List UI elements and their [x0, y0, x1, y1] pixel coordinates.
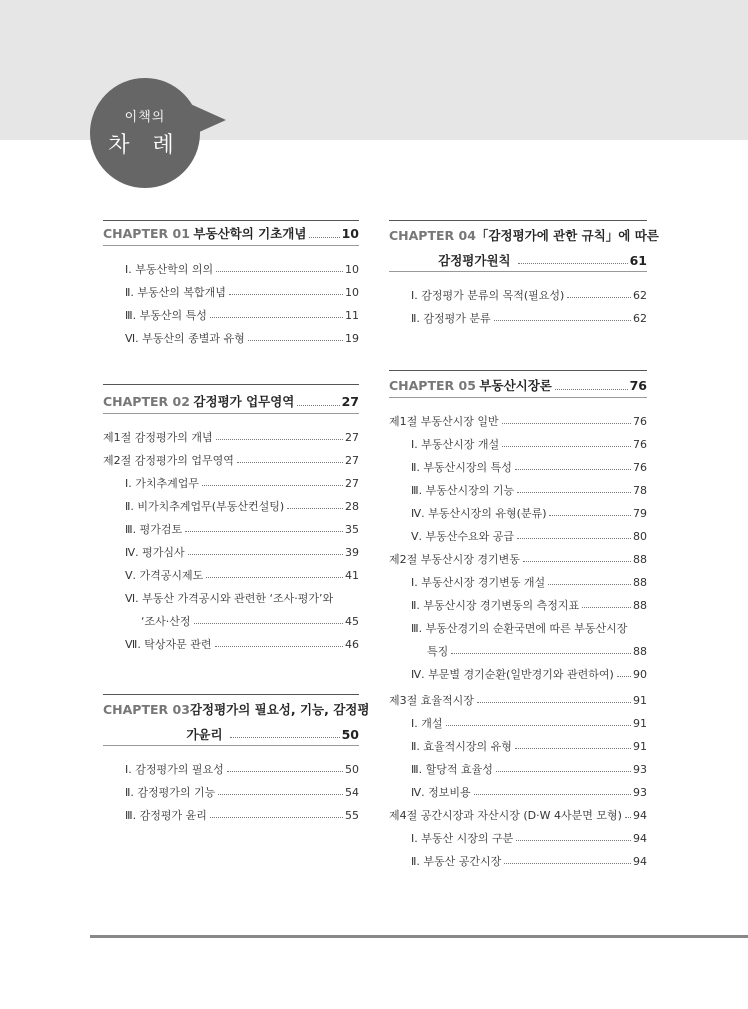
toc-entry[interactable]: Ⅱ. 부동산시장의 특성 76: [411, 461, 647, 474]
toc-entry[interactable]: Ⅰ. 부동산학의 의의 10: [125, 263, 359, 276]
toc-entry[interactable]: Ⅵ. 부동산의 종별과 유형 19: [125, 332, 359, 345]
toc-entry[interactable]: Ⅰ. 감정평가의 필요성 50: [125, 763, 359, 776]
chapter-title-continued: 가윤리: [186, 726, 223, 742]
toc-entry[interactable]: Ⅲ. 감정평가 윤리 55: [125, 809, 359, 822]
toc-entry[interactable]: Ⅲ. 평가검토 35: [125, 523, 359, 536]
toc-entry[interactable]: Ⅰ. 감정평가 분류의 목적(필요성) 62: [411, 289, 647, 302]
toc-left-column: [103, 220, 370, 825]
chapter-page: 10: [341, 225, 359, 241]
chapter-05-heading[interactable]: [389, 370, 647, 398]
chapter-page: 27: [341, 393, 359, 409]
toc-entry-continued[interactable]: ‘조사·산정 45: [141, 615, 359, 628]
chapter-03-entries: [103, 756, 359, 825]
toc-entry[interactable]: Ⅲ. 부동산의 특성 11: [125, 309, 359, 322]
toc-entry[interactable]: Ⅰ. 부동산 시장의 구분 94: [411, 832, 647, 845]
chapter-title: 감정평가의 필요성, 기능, 감정평: [189, 701, 370, 717]
toc-entry[interactable]: Ⅲ. 부동산경기의 순환국면에 따른 부동산시장: [411, 622, 628, 635]
toc-entry[interactable]: Ⅲ. 할당적 효율성 93: [411, 763, 647, 776]
chapter-03-heading[interactable]: [103, 694, 370, 746]
chapter-04-entries: [389, 282, 647, 328]
toc-entry[interactable]: Ⅲ. 부동산시장의 기능 78: [411, 484, 647, 497]
chapter-number: CHAPTER 02: [103, 393, 190, 409]
toc-entry[interactable]: Ⅱ. 감정평가의 기능 54: [125, 786, 359, 799]
toc-entry[interactable]: Ⅰ. 부동산시장 경기변동 개설 88: [411, 576, 647, 589]
chapter-number: CHAPTER 01: [103, 225, 190, 241]
toc-entry[interactable]: Ⅳ. 부동산시장의 유형(분류) 79: [411, 507, 647, 520]
toc-entry[interactable]: Ⅱ. 부동산의 복합개념 10: [125, 286, 359, 299]
chapter-page: 76: [629, 377, 647, 393]
toc-entry[interactable]: Ⅰ. 부동산시장 개설 76: [411, 438, 647, 451]
badge-subtitle: 이책의: [124, 110, 166, 125]
toc-section[interactable]: 제4절 공간시장과 자산시장 (D·W 4사분면 모형) 94: [389, 809, 647, 822]
badge-title: 차 례: [108, 133, 182, 158]
toc-entry[interactable]: Ⅳ. 평가심사 39: [125, 546, 359, 559]
toc-entry[interactable]: Ⅱ. 비가치추계업무(부동산컨설팅) 28: [125, 500, 359, 513]
chapter-number: CHAPTER 05: [389, 377, 476, 393]
chapter-number: CHAPTER 03: [103, 701, 190, 717]
toc-entry[interactable]: Ⅳ. 부문별 경기순환(일반경기와 관련하여) 90: [411, 668, 647, 681]
toc-entry[interactable]: Ⅱ. 부동산시장 경기변동의 측정지표 88: [411, 599, 647, 612]
chapter-title: 부동산시장론: [479, 377, 552, 393]
chapter-title: 감정평가 업무영역: [193, 393, 295, 409]
toc-right-column: [389, 220, 659, 871]
toc-entry[interactable]: Ⅰ. 개설 91: [411, 717, 647, 730]
toc-section[interactable]: 제1절 감정평가의 개념 27: [103, 431, 359, 444]
chapter-title: 「감정평가에 관한 규칙」에 따른: [475, 227, 659, 243]
toc-section[interactable]: 제2절 감정평가의 업무영역 27: [103, 454, 359, 467]
chapter-title: 부동산학의 기초개념: [193, 225, 307, 241]
chapter-01-heading[interactable]: [103, 220, 359, 246]
chapter-title-continued: 감정평가원칙: [438, 252, 511, 268]
toc-entry[interactable]: Ⅳ. 정보비용 93: [411, 786, 647, 799]
chapter-page: 61: [629, 252, 647, 268]
toc-entry[interactable]: Ⅱ. 감정평가 분류 62: [411, 312, 647, 325]
chapter-05-entries: [389, 408, 647, 871]
toc-entry[interactable]: Ⅱ. 부동산 공간시장 94: [411, 855, 647, 868]
toc-entry[interactable]: Ⅶ. 탁상자문 관련 46: [125, 638, 359, 651]
chapter-02-heading[interactable]: [103, 384, 359, 414]
toc-section[interactable]: 제2절 부동산시장 경기변동 88: [389, 553, 647, 566]
toc-entry[interactable]: Ⅱ. 효율적시장의 유형 91: [411, 740, 647, 753]
toc-badge: [90, 78, 200, 188]
toc-entry[interactable]: Ⅴ. 부동산수요와 공급 80: [411, 530, 647, 543]
footer-rule: [90, 935, 748, 938]
chapter-number: CHAPTER 04: [389, 227, 476, 243]
toc-section[interactable]: 제3절 효율적시장 91: [389, 694, 647, 707]
toc-entry-continued[interactable]: 특징 88: [427, 645, 647, 658]
chapter-04-heading[interactable]: [389, 220, 659, 272]
toc-entry[interactable]: Ⅵ. 부동산 가격공시와 관련한 ‘조사·평가’와: [125, 592, 334, 605]
toc-entry[interactable]: Ⅰ. 가치추계업무 27: [125, 477, 359, 490]
chapter-01-entries: [103, 256, 359, 348]
toc-section[interactable]: 제1절 부동산시장 일반 76: [389, 415, 647, 428]
chapter-page: 50: [341, 726, 359, 742]
toc-entry[interactable]: Ⅴ. 가격공시제도 41: [125, 569, 359, 582]
chapter-02-entries: [103, 424, 359, 654]
